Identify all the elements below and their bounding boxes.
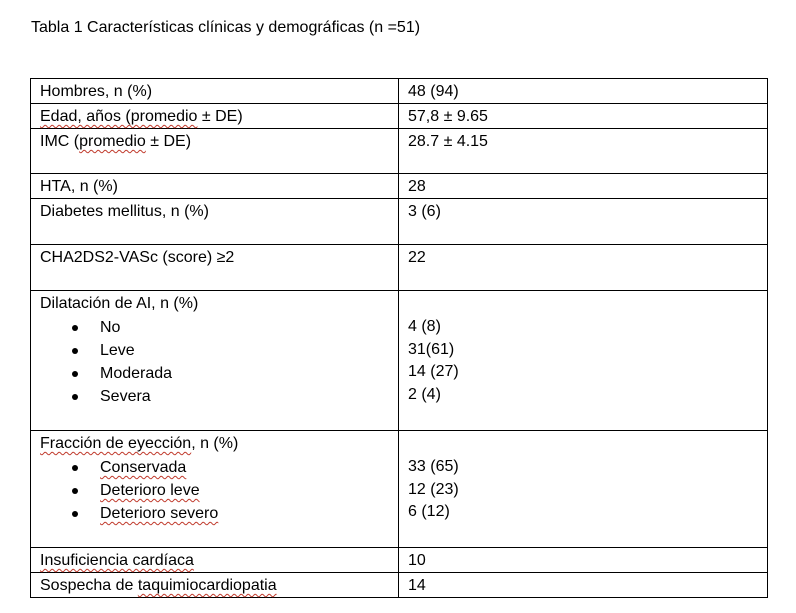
table-title: Tabla 1 Características clínicas y demográficas (n =51) — [31, 19, 421, 36]
row-value: 28.7 ± 4.15 — [399, 129, 768, 174]
row-value: 57,8 ± 9.65 — [399, 104, 768, 129]
item-value: 6 (12) — [408, 503, 450, 520]
list-item-label: Conservada — [100, 459, 187, 476]
row-label — [31, 129, 399, 174]
table-row-insuficiencia — [31, 548, 768, 573]
row-label-misspelled: Edad, años (promedio — [40, 108, 198, 125]
list-item-label: Deterioro severo — [100, 505, 219, 522]
row-value — [399, 431, 768, 548]
row-label — [31, 104, 399, 129]
list-item — [40, 502, 389, 525]
table-row-sospecha — [31, 573, 768, 598]
row-label — [31, 548, 399, 573]
item-value: 14 (27) — [408, 363, 459, 380]
table-row-hombres — [31, 79, 768, 104]
item-value: 31(61) — [408, 340, 455, 358]
table-row-cha2ds2 — [31, 245, 768, 291]
table-row-edad — [31, 104, 768, 129]
list-item: Moderada — [40, 362, 389, 385]
row-label-text: ± DE) — [197, 108, 243, 125]
row-label-misspelled: Fracción de eyección — [40, 435, 192, 452]
list-item: Severa — [40, 385, 389, 408]
row-label — [31, 291, 399, 431]
item-value: 2 (4) — [408, 385, 441, 403]
row-label — [31, 245, 399, 291]
row-label — [31, 199, 399, 245]
table-row-imc — [31, 129, 768, 174]
table-row-diabetes — [31, 199, 768, 245]
row-value: 22 — [399, 245, 768, 291]
item-value: 33 (65) — [408, 458, 459, 475]
list-item: No — [40, 316, 389, 339]
row-label-text: CHA2DS2-VASc (score) ≥2 — [40, 249, 235, 266]
row-label-text: HTA, n (%) — [40, 178, 118, 195]
list-item-label: Deterioro leve — [100, 482, 200, 499]
list-item — [40, 479, 389, 502]
row-label-text: Diabetes mellitus, n (%) — [40, 203, 209, 220]
row-label-misspelled: taquimiocardiopatia — [137, 577, 277, 594]
row-value — [399, 291, 768, 431]
row-value: 48 (94) — [399, 79, 768, 104]
bullet-list — [40, 316, 389, 408]
table-row-hta — [31, 174, 768, 199]
row-value: 3 (6) — [399, 199, 768, 245]
row-label — [31, 174, 399, 199]
row-label-text: Sospecha de — [40, 577, 138, 594]
item-value: 12 (23) — [408, 480, 459, 498]
row-label-misspelled: promedio — [79, 133, 146, 150]
row-label-text: Dilatación de AI, n (%) — [40, 295, 199, 312]
row-label-text: , n (%) — [191, 435, 239, 452]
table-row-fraccion — [31, 431, 768, 548]
row-value: 28 — [399, 174, 768, 199]
list-item — [40, 456, 389, 479]
table-row-dilatacion — [31, 291, 768, 431]
row-value: 10 — [399, 548, 768, 573]
list-item: Leve — [40, 339, 389, 362]
bullet-list — [40, 456, 389, 525]
row-label-misspelled: Insuficiencia cardíaca — [40, 552, 194, 569]
row-label — [31, 573, 399, 598]
item-value: 4 (8) — [408, 318, 441, 335]
row-label — [31, 79, 399, 104]
characteristics-table — [30, 78, 768, 598]
row-label-text: ± DE) — [145, 133, 192, 150]
row-value: 14 — [399, 573, 768, 598]
row-label-text: IMC ( — [40, 133, 80, 150]
row-label-text: Hombres, n (%) — [40, 83, 153, 100]
row-label — [31, 431, 399, 548]
